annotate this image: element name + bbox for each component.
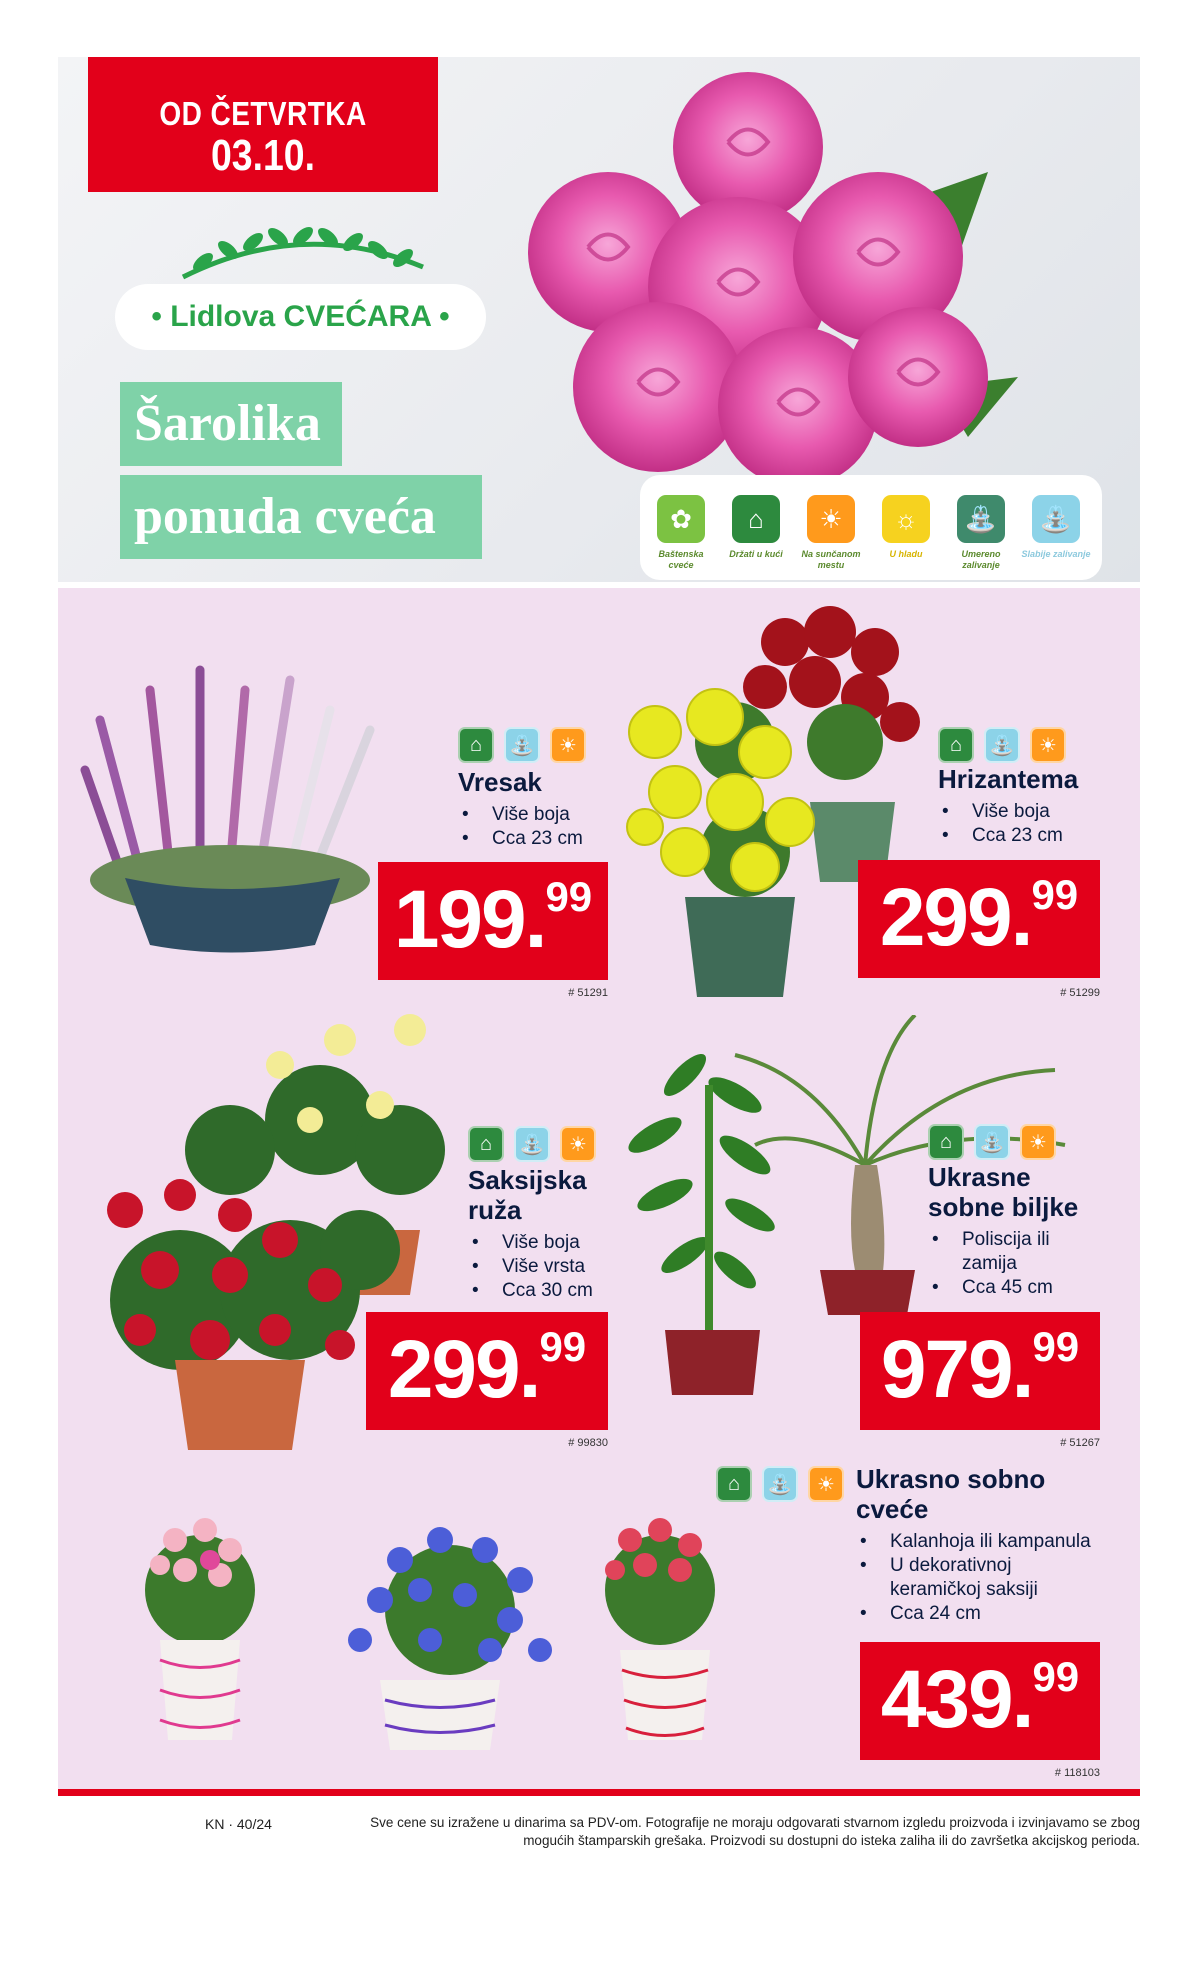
date-value: 03.10. [211, 131, 315, 180]
sun-icon: ☀ [1030, 727, 1066, 763]
price-tag [378, 862, 608, 980]
watering-can-icon: ⛲ [504, 727, 540, 763]
product-name: Hrizantema [938, 764, 1079, 794]
legend-item-sun: ☀ Na sunčanom mestu [796, 495, 866, 571]
product-info-sobne-biljke [928, 1162, 1108, 1300]
product-details: • Više boja • Cca 23 cm [458, 803, 658, 851]
watering-can-icon: ⛲ [957, 495, 1005, 543]
legend-item-moderate-water: ⛲ Umereno zalivanje [946, 495, 1016, 571]
product-details: • Više boja • Više vrsta • Cca 30 cm [468, 1231, 628, 1303]
product-name: Ukrasno sobno cveće [856, 1464, 1046, 1524]
care-legend [640, 475, 1102, 580]
price-tag [858, 860, 1100, 978]
decorative-flowers-image [130, 1500, 780, 1760]
product-details: • Više boja • Cca 23 cm [938, 800, 1138, 848]
disclaimer: Sve cene su izražene u dinarima sa PDV-om. Fotografije ne moraju odgovarati stvarnom izgledu proizvoda i izvinjavamo se zbog mogućih štamparskih grešaka. Proizvodi su dostupni do isteka zaliha ili do završetka akcijskog perioda. [370, 1815, 1140, 1848]
house-icon: ⌂ [732, 495, 780, 543]
house-icon: ⌂ [458, 727, 494, 763]
product-ref: # 51299 [1060, 987, 1100, 999]
product-name: Ukrasne sobne biljke [928, 1162, 1079, 1222]
price-tag [860, 1312, 1100, 1430]
price-integer: 979. [880, 1324, 1033, 1415]
product-ref: # 51267 [1060, 1437, 1100, 1449]
price-integer: 299. [387, 1324, 540, 1415]
watering-can-icon: ⛲ [984, 727, 1020, 763]
legend-item-indoor: ⌂ Držati u kući [721, 495, 791, 560]
house-icon: ⌂ [468, 1126, 504, 1162]
care-icons-hrizantema [938, 727, 1066, 763]
price-decimal: 99 [545, 873, 593, 920]
sun-icon: ☀ [560, 1126, 596, 1162]
watering-can-icon: ⛲ [974, 1124, 1010, 1160]
product-info-sobno-cvece [856, 1464, 1106, 1626]
light-watering-icon: ⛲ [1032, 495, 1080, 543]
price-integer: 299. [879, 872, 1032, 963]
date-label: OD ČETVRTKA [159, 95, 367, 132]
price-decimal: 99 [1031, 871, 1079, 918]
bottom-divider [58, 1789, 1140, 1796]
price-decimal: 99 [1032, 1653, 1080, 1700]
legend-item-light-water: ⛲ Slabije zalivanje [1021, 495, 1091, 560]
product-details: • Poliscija ili zamija • Cca 45 cm [928, 1228, 1108, 1300]
watering-can-icon: ⛲ [762, 1466, 798, 1502]
legend-item-garden: ✿ Baštenska cveće [646, 495, 716, 571]
tagline-line1: Šarolika [120, 382, 342, 466]
house-icon: ⌂ [716, 1466, 752, 1502]
care-icons-vresak [458, 727, 586, 763]
price-decimal: 99 [1032, 1323, 1080, 1370]
product-name: Saksijska ruža [468, 1165, 587, 1225]
shade-icon: ☼ [882, 495, 930, 543]
care-icons-sobne-biljke [928, 1124, 1056, 1160]
care-icons-sobno-cvece [716, 1466, 844, 1502]
sun-icon: ☀ [808, 1466, 844, 1502]
product-info-hrizantema [938, 764, 1138, 848]
price-tag [366, 1312, 608, 1430]
sun-icon: ☀ [1020, 1124, 1056, 1160]
product-ref: # 51291 [568, 987, 608, 999]
house-icon: ⌂ [928, 1124, 964, 1160]
logo-text: • Lidlova CVEĆARA • [151, 300, 450, 333]
care-icons-ruza [468, 1126, 596, 1162]
edition-code: KN · 40/24 [205, 1816, 272, 1832]
house-icon: ⌂ [938, 727, 974, 763]
heather-plant-image [80, 660, 390, 960]
price-decimal: 99 [539, 1323, 587, 1370]
garden-flower-icon: ✿ [657, 495, 705, 543]
sun-icon: ☀ [550, 727, 586, 763]
product-ref: # 118103 [1054, 1767, 1100, 1779]
price-tag [860, 1642, 1100, 1760]
sun-icon: ☀ [807, 495, 855, 543]
lidl-flower-shop-logo [118, 222, 483, 352]
price-integer: 439. [880, 1654, 1033, 1745]
date-banner [88, 57, 438, 192]
product-details: • Kalanhoja ili kampanula • U dekorativnoj keramičkoj saksiji • Cca 24 cm [856, 1530, 1106, 1626]
watering-can-icon: ⛲ [514, 1126, 550, 1162]
price-integer: 199. [393, 874, 546, 965]
tagline-line2: ponuda cveća [120, 475, 482, 559]
legend-item-shade: ☼ U hladu [871, 495, 941, 560]
product-info-ruza [468, 1165, 628, 1303]
product-name: Vresak [458, 767, 542, 797]
vine-icon [173, 222, 433, 292]
product-ref: # 99830 [568, 1437, 608, 1449]
